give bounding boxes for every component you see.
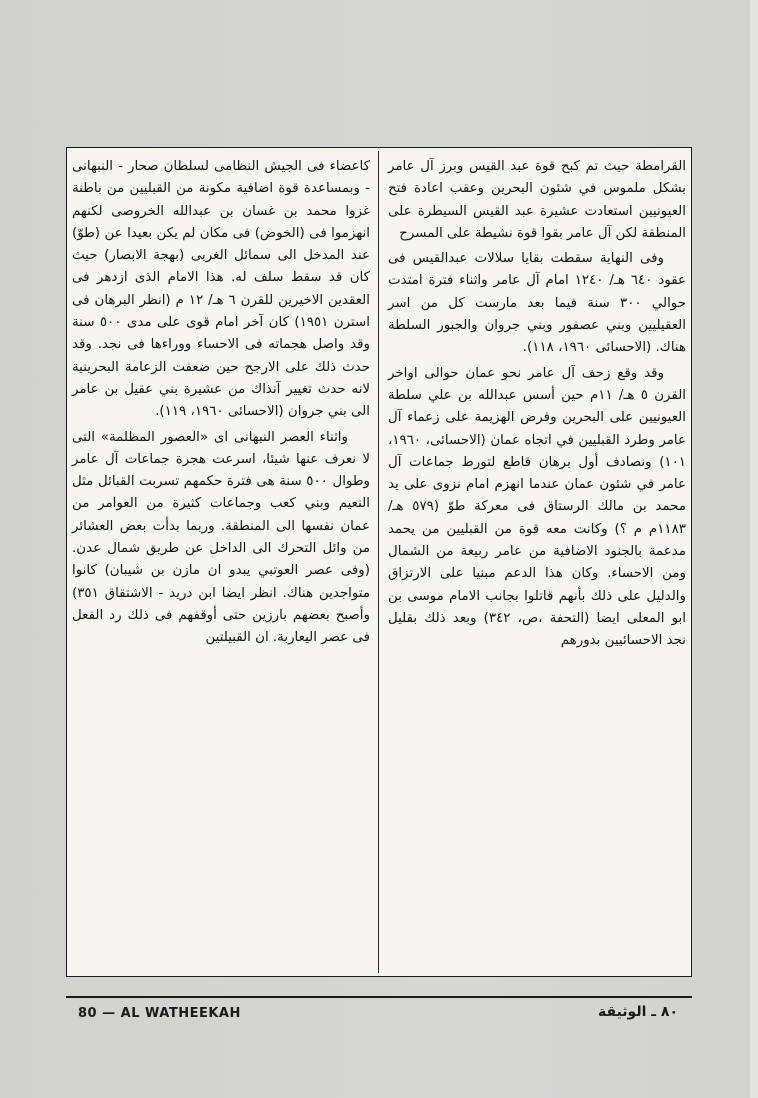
paragraph: واثناء العصر النبهانى اى «العصور المظلمة» التى لا نعرف عنها شيئا، اسرعت هجرة جماعات آل عامر وطوال ٥٠٠ سنة هى فترة حكمهم تسربت القبائل مثل النعيم وبني كعب وجماعات كثيرة من العوامر من عمان نفسها الى المنطقة. وربما بدأت بعض العشائر من وائل التحرك الى الداخل عن طريق شمال عدن. (وفى عصر العوتبي يبدو ان مازن بن شيبان) كانوا متواجدين هناك. انظر ايضا ابن دريد - الاشتقاق ٣٥١) وأصبح بعضهم بارزين حتى أوقفهم فى ذلك رد الفعل فى عصر اليعاربة. ان القبيلتين [72, 429, 370, 646]
footer-page-label-latin: 80 — AL WATHEEKAH [78, 1006, 241, 1021]
column-divider [378, 151, 379, 973]
right-column [388, 156, 686, 653]
paragraph: القرامطة حيث تم كبح قوة عبد القيس وبرز آل عامر بشكل ملموس في شئون البحرين وعقب اعادة فتح العيونيين استعادت عشيرة عبد القيس السيطرة على المنطقة لكن آل عامر بقوا قوة نشيطة على المسرح [388, 159, 686, 241]
footer-rule [66, 996, 692, 998]
page-edge [750, 0, 758, 1098]
paragraph: وفى النهاية سقطت بقايا سلالات عبدالقيس فى عقود ٦٤٠ هـ/ ١٢٤٠ امام آل عامر واثناء فترة امتدت حوالي ٣٠٠ سنة فيما بعد مارست كل من اسر العقيليين وبني عصفور وبني جروان والجبور السلطة هناك. (الاحسائى ١٩٦٠، ١١٨). [388, 251, 686, 356]
paragraph: وقد وقع زحف آل عامر نحو عمان حوالى اواخر القرن ٥ هـ/ ١١م حين أسس عبدالله بن علي سلطة العيونيين على البحرين وفرض الهزيمة على زعماء آل عامر وطرد القبليين في اتجاه عمان (الاحسائى، ١٩٦٠، ١٠١) ونصادف أول برهان قاطع لتورط جماعات آل عامر في شئون عمان عندما انهزم امام نزوى على يد محمد بن مالك الرستاق فى معركة طوّ (٥٧٩ هـ/١١٨٣م م ؟) وكانت معه قوة من القبليين من يحمد مدعمة بالجنود الاضافية من عامر ربيعة من الشمال ومن الاحساء. وكان هذا الدعم مبنيا على الارتزاق والدليل على ذلك بأنهم قاتلوا بجانب الامام موسى بن ابو المعلى ايضا (التحفة ،ص، ٣٤٢) وبعد ذلك بقليل نجد الاحسائيين بدورهم [388, 365, 686, 649]
footer-page-label-arabic: ٨٠ ـ الوثيقة [598, 1004, 678, 1020]
left-column [72, 156, 370, 650]
paragraph: كاعضاء فى الجيش النظامى لسلطان صحار - النبهانى - وبمساعدة قوة اضافية مكونة من القبليين من باطنة غزوا محمد بن غسان بن عبدالله الخروصى لكنهم انهزموا فى (الخوض) فى مكان لم يكن بعيدا عن (طوّ) عند المدخل الى سمائل الغربى (بهجة الابصار) حيث كان قد سقط سلف له. هذا الامام الذى ازدهر فى العقدين الاخيرين للقرن ٦ هـ/ ١٢ م (انظر البرهان فى استرن ١٩٥١) كان آخر امام قوى على مدى ٥٠٠ سنة وقد واصل هجماته فى الاحساء ووراءها فى نجد. وقد حدث ذلك على الارجح حين ضعفت الزعامة البحرينية لانه حدث تغيير آنذاك من عشيرة بني عقيل بن عامر الى بني جروان (الاحسائى ١٩٦٠، ١١٩). [72, 159, 370, 420]
